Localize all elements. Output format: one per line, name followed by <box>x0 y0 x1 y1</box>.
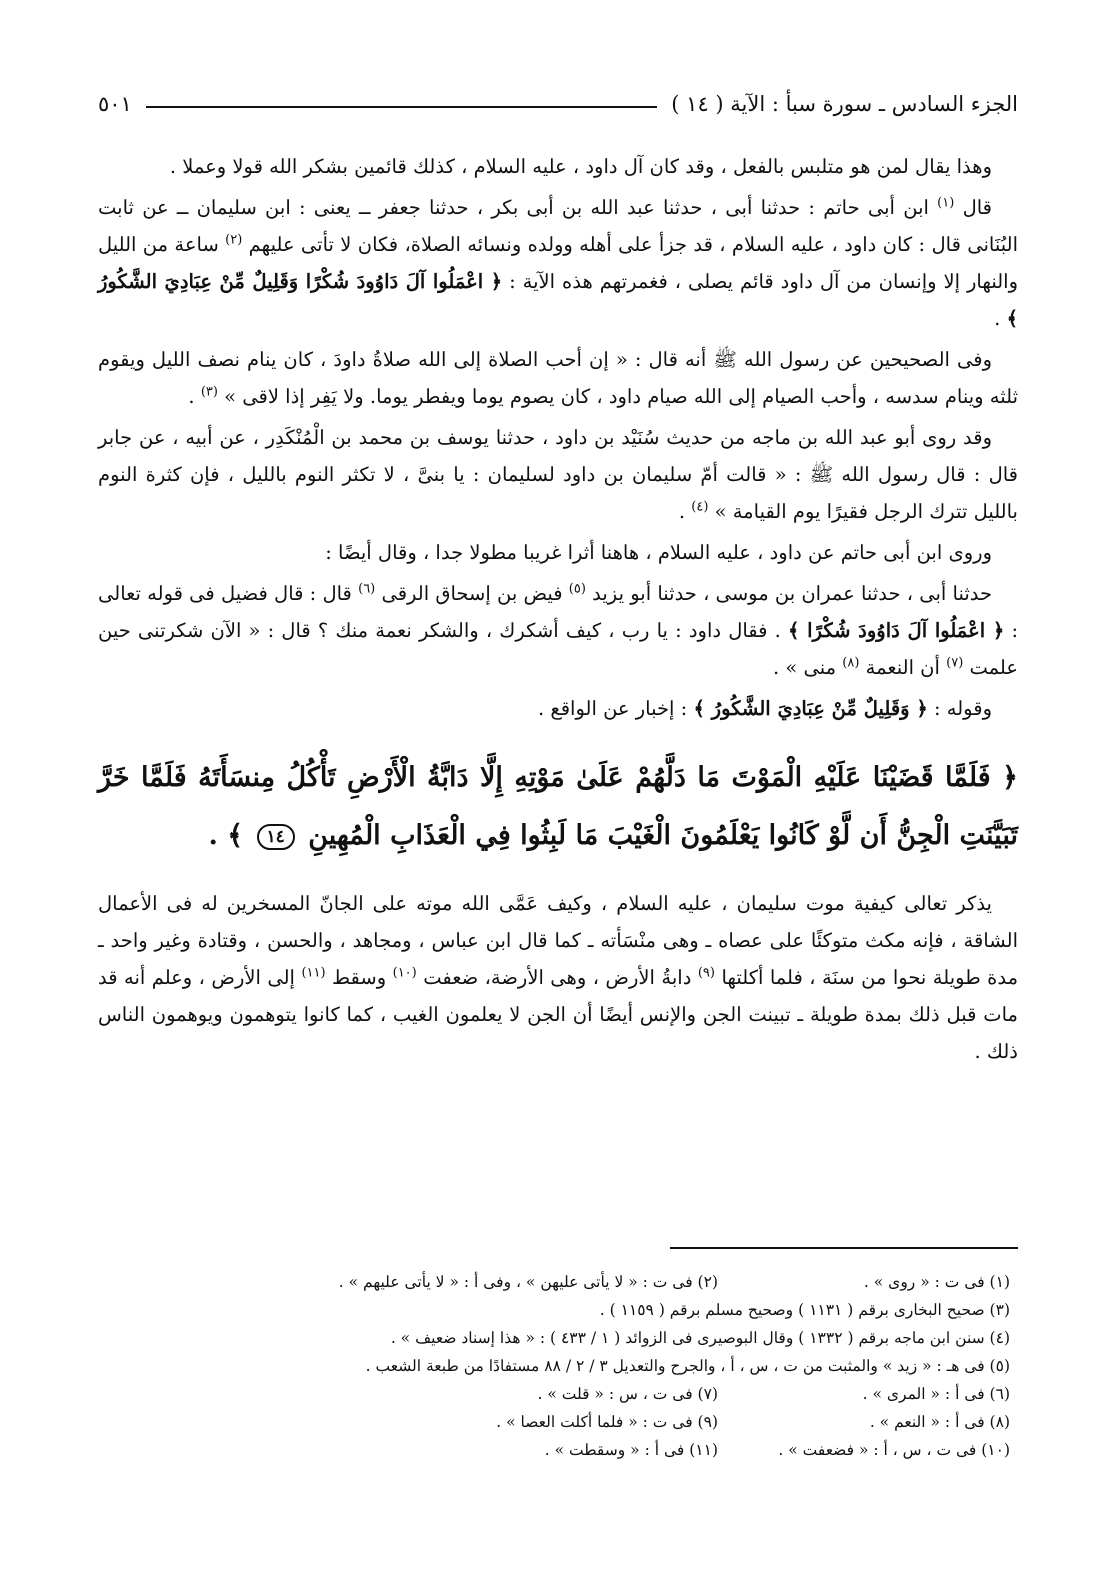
footnote-ref: (٩) <box>697 965 715 981</box>
paragraph: حدثنا أبى ، حدثنا عمران بن موسى ، حدثنا أبو يزيد $^{(٥)}$ فيض بن إسحاق الرقى $^{(٦)}$ قال : قال فضيل فى قوله تعالى : ﴿ اعْمَلُوا آلَ دَاوُودَ شُكْرًا ﴾ . فقال داود : يا رب ، كيف أشكرك ، والشكر نعمة منك ؟ قال : « الآن شكرتنى حين علمت $^{(٧)}$ أن النعمة $^{(٨)}$ منى » . <box>98 581 1019 679</box>
footnote-line <box>98 1408 1018 1436</box>
quran-quote: ﴿ اعْمَلُوا آلَ دَاوُودَ شُكْرًا وَقَلِيلٌ مِّنْ عِبَادِيَ الشَّكُورُ ﴾ <box>98 270 1018 330</box>
footnote: (٧) فى ت ، س : « قلت » . <box>537 1385 718 1403</box>
header-rule <box>146 106 657 108</box>
main-text <box>98 148 1018 1074</box>
footnote-ref: (١١) <box>301 965 326 981</box>
footnote-ref: (١) <box>937 195 955 211</box>
footnote-ref: (٣) <box>200 384 218 400</box>
running-header <box>98 84 1018 124</box>
quran-quote: ﴿ اعْمَلُوا آلَ دَاوُودَ شُكْرًا ﴾ <box>788 619 1005 642</box>
paragraph: قال $^{(١)}$ ابن أبى حاتم : حدثنا أبى ، حدثنا عبد الله بن أبى بكر ، حدثنا جعفر ــ يعنى : ابن سليمان ــ عن ثابت البُنَانى قال : كان داود ، عليه السلام ، قد جزأ على أهله وولده ونسائه الصلاة، فكان لا تأتى عليهم $^{(٢)}$ ساعة من الليل والنهار إلا وإنسان من آل داود قائم يصلى ، فغمرتهم هذه الآية : ﴿ اعْمَلُوا آلَ دَاوُودَ شُكْرًا وَقَلِيلٌ مِّنْ عِبَادِيَ الشَّكُورُ ﴾ . <box>98 195 1019 330</box>
footnote-line <box>98 1268 1018 1296</box>
paragraph: وهذا يقال لمن هو متلبس بالفعل ، وقد كان آل داود ، عليه السلام ، كذلك قائمين بشكر الله قولا وعملا . <box>169 155 992 178</box>
paragraph: وروى ابن أبى حاتم عن داود ، عليه السلام ، هاهنا أثرا غريبا مطولا جدا ، وقال أيضًا : <box>325 541 992 564</box>
page-number: ٥٠١ <box>98 92 132 116</box>
footnote-ref: (٨) <box>842 655 860 671</box>
footnote: (٩) فى ت : « فلما أكلت العصا » . <box>496 1413 718 1431</box>
verse-number: ١٤ <box>257 824 295 850</box>
footnotes <box>98 1268 1018 1464</box>
footnote: (٥) فى هـ : « زيد » والمثبت من ت ، س ، أ ، والجرح والتعديل ٣ / ٢ / ٨٨ مستفادًا من طبعة الشعب . <box>365 1357 1010 1375</box>
footnote-ref: (٦) <box>358 581 376 597</box>
paragraph: وقوله : ﴿ وَقَلِيلٌ مِّنْ عِبَادِيَ الشَّكُورُ ﴾ : إخبار عن الواقع . <box>537 697 992 720</box>
footnote-ref: (٧) <box>946 655 964 671</box>
footnote-line <box>98 1380 1018 1408</box>
footnote-line <box>98 1296 1018 1324</box>
footnote: (١٠) فى ت ، س ، أ : « فضعفت » . <box>778 1441 1010 1459</box>
verse-text: فَلَمَّا قَضَيْنَا عَلَيْهِ الْمَوْتَ مَا دَلَّهُمْ عَلَىٰ مَوْتِهِ إِلَّا دَابَّةُ الْأَرْضِ تَأْكُلُ مِنسَأَتَهُ فَلَمَّا خَرَّ تَبَيَّنَتِ الْجِنُّ أَن لَّوْ كَانُوا يَعْلَمُونَ الْغَيْبَ مَا لَبِثُوا فِي الْعَذَابِ الْمُهِينِ <box>98 762 1018 851</box>
footnote-ref: (٤) <box>691 499 709 515</box>
quran-quote: ﴿ وَقَلِيلٌ مِّنْ عِبَادِيَ الشَّكُورُ ﴾ <box>693 697 928 720</box>
footnote: (٤) سنن ابن ماجه برقم ( ١٣٣٢ ) وقال البوصيرى فى الزوائد ( ١ / ٤٣٣ ) : « هذا إسناد ضعيف » . <box>390 1329 1010 1347</box>
footnote-ref: (٢) <box>225 232 243 248</box>
footnote-line <box>98 1436 1018 1464</box>
footnote: (٣) صحيح البخارى برقم ( ١١٣١ ) وصحيح مسلم برقم ( ١١٥٩ ) . <box>599 1301 1010 1319</box>
footnote-rule <box>670 1247 1018 1249</box>
footnote-ref: (١٠) <box>392 965 417 981</box>
footnote: (١١) فى أ : « وسقطت » . <box>544 1441 718 1459</box>
paragraph: وقد روى أبو عبد الله بن ماجه من حديث سُنَيْد بن داود ، حدثنا يوسف بن محمد بن الْمُنْكَدِر ، عن أبيه ، عن جابر قال : قال رسول الله ﷺ : « قالت أمّ سليمان بن داود لسليمان : يا بنىَّ ، لا تكثر النوم بالليل ، فإن كثرة النوم بالليل تترك الرجل فقيرًا يوم القيامة » $^{(٤)}$ . <box>98 426 1018 523</box>
paragraph: وفى الصحيحين عن رسول الله ﷺ أنه قال : « إن أحب الصلاة إلى الله صلاةُ داودَ ، كان ينام نصف الليل ويقوم ثلثه وينام سدسه ، وأحب الصيام إلى الله صيام داود ، كان يصوم يوما ويفطر يوما. ولا يَفِر إذا لاقى » $^{(٣)}$ . <box>98 348 1018 408</box>
header-title: الجزء السادس ـ سورة سبأ : الآية ( ١٤ ) <box>671 92 1018 116</box>
footnote-line <box>98 1352 1018 1380</box>
footnote: (٨) فى أ : « النعم » . <box>869 1413 1010 1431</box>
footnote-line <box>98 1324 1018 1352</box>
quran-verse: ﴿ فَلَمَّا قَضَيْنَا عَلَيْهِ الْمَوْتَ مَا دَلَّهُمْ عَلَىٰ مَوْتِهِ إِلَّا دَابَّةُ الْأَرْضِ تَأْكُلُ مِنسَأَتَهُ فَلَمَّا خَرَّ تَبَيَّنَتِ الْجِنُّ أَن لَّوْ كَانُوا يَعْلَمُونَ الْغَيْبَ مَا لَبِثُوا فِي الْعَذَابِ الْمُهِينِ ١٤ ﴾ . <box>98 762 1018 851</box>
footnote: (٦) فى أ : « المرى » . <box>862 1385 1010 1403</box>
footnote: (١) فى ت : « روى » . <box>863 1273 1010 1291</box>
footnote: (٢) فى ت : « لا يأتى عليهن » ، وفى أ : « لا يأتى عليهم » . <box>338 1273 718 1291</box>
paragraph: يذكر تعالى كيفية موت سليمان ، عليه السلام ، وكيف عَمَّى الله موته على الجانّ المسخرين له فى الأعمال الشاقة ، فإنه مكث متوكئًا على عصاه ـ وهى منْسَأته ـ كما قال ابن عباس ، ومجاهد ، والحسن ، وقتادة وغير واحد ـ مدة طويلة نحوا من سنَة ، فلما أكلتها $^{(٩)}$ دابةُ الأرض ، وهى الأرضة، ضعفت $^{(١٠)}$ وسقط $^{(١١)}$ إلى الأرض ، وعلم أنه قد مات قبل ذلك بمدة طويلة ـ تبينت الجن والإنس أيضًا أن الجن لا يعلمون الغيب ، كما كانوا يتوهمون ويوهمون الناس ذلك . <box>98 892 1019 1063</box>
footnote-ref: (٥) <box>568 581 586 597</box>
